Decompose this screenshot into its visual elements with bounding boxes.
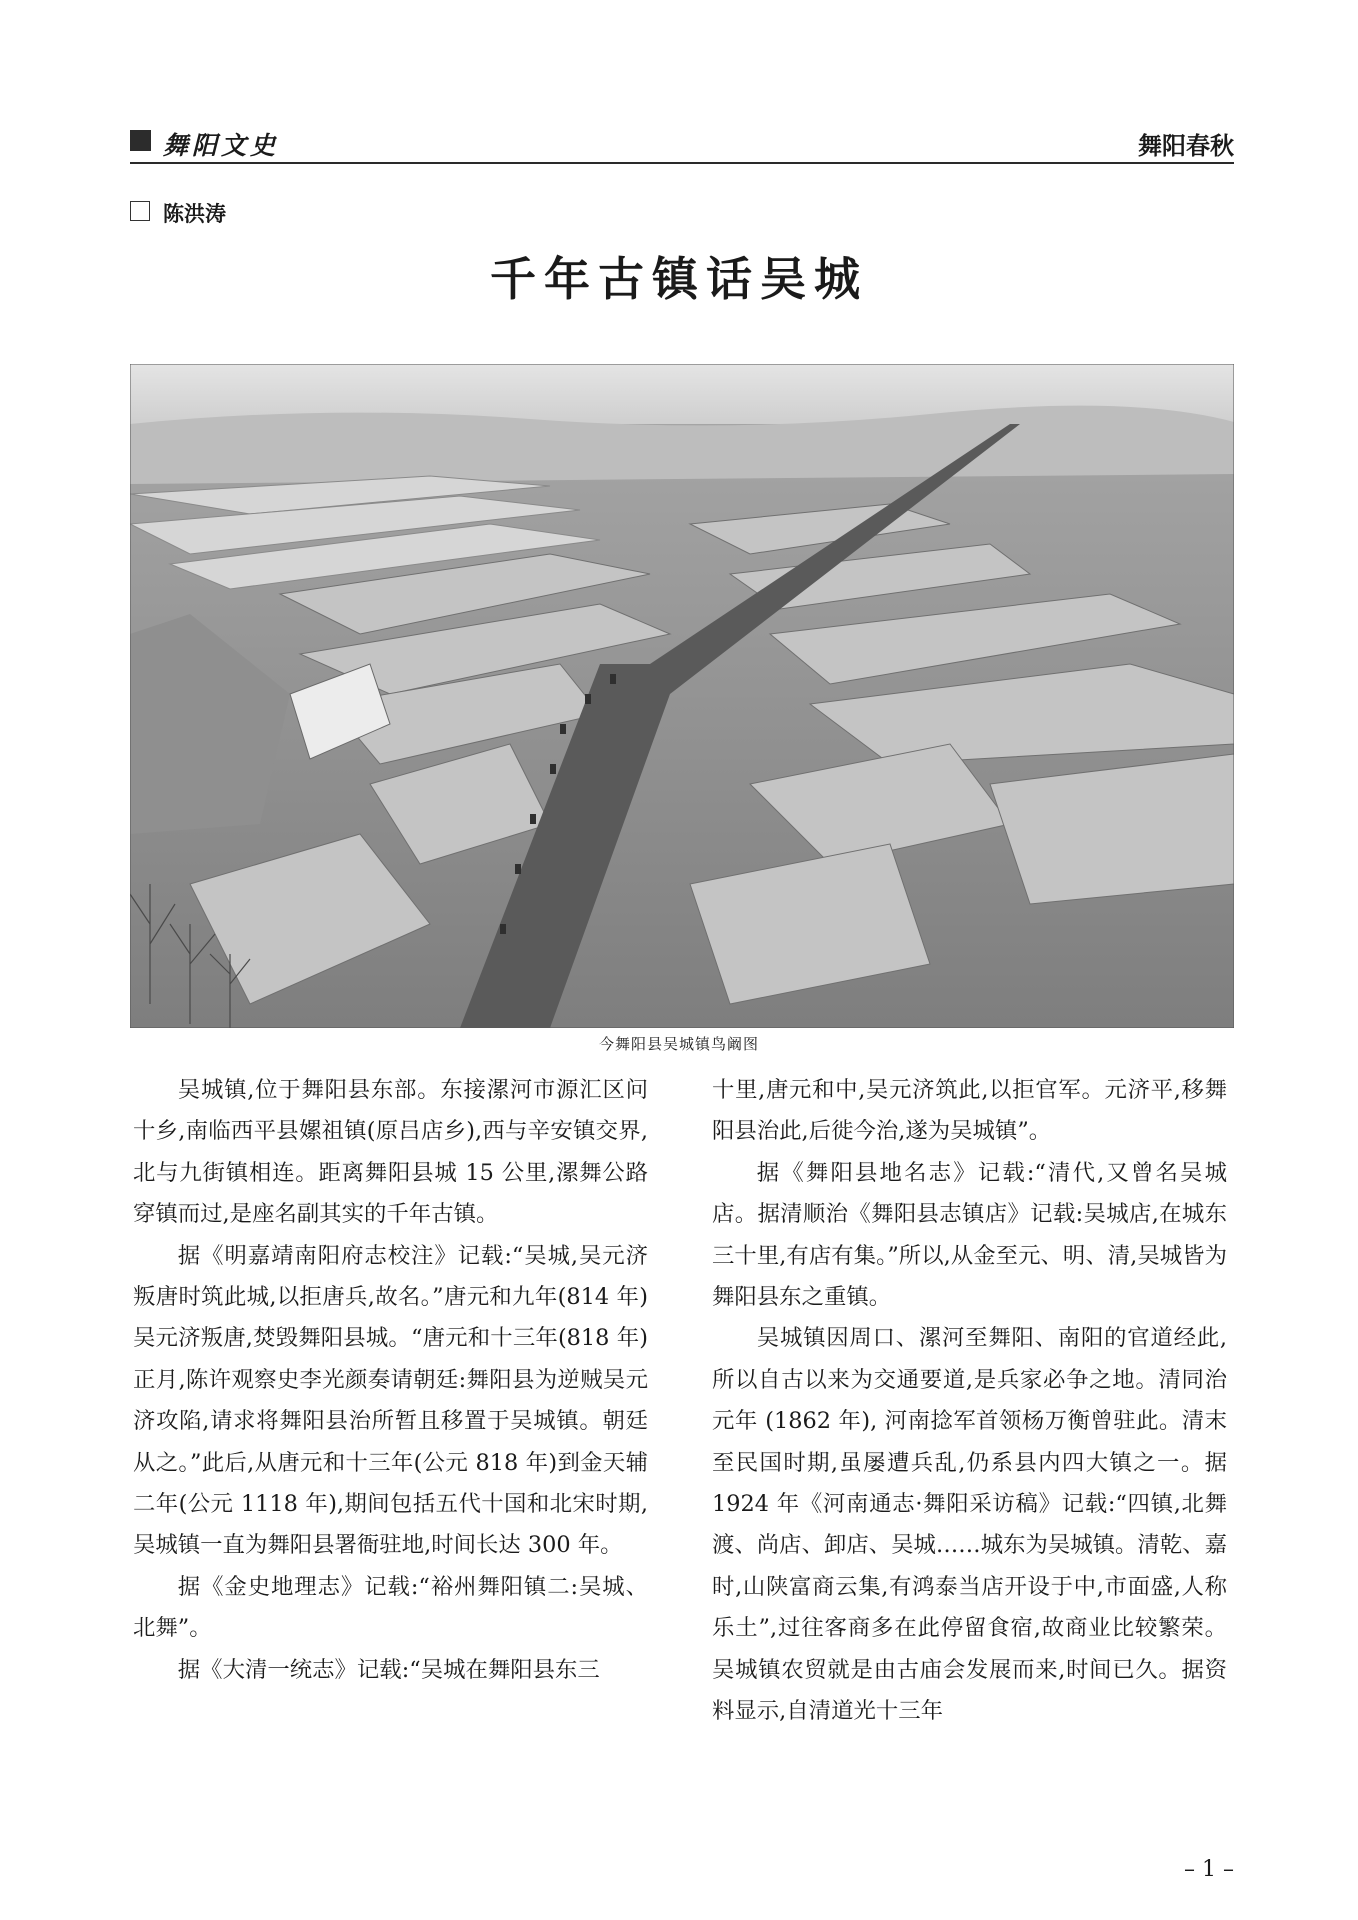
photo-caption: 今舞阳县吴城镇鸟阚图 — [598, 1035, 759, 1053]
header-section-name: 舞阳春秋 — [1138, 132, 1234, 160]
author-box-marker — [130, 201, 150, 221]
paragraph-continued: 十里,唐元和中,吴元济筑此,以拒官军。元济平,移舞阳县治此,后徙今治,遂为吴城镇”。 — [712, 1077, 1227, 1145]
aerial-town-image — [130, 364, 1234, 1028]
paragraph: 据《大清一统志》记载:“吴城在舞阳县东三 — [177, 1656, 600, 1683]
article-title: 千年古镇话吴城 — [490, 252, 868, 306]
aerial-photo — [130, 364, 1234, 1028]
paragraph: 据《明嘉靖南阳府志校注》记载:“吴城,吴元济叛唐时筑此城,以拒唐兵,故名。”唐元和九年(814 年)吴元济叛唐,焚毁舞阳县城。“唐元和十三年(818 年)正月,陈许观察史李光颜奏请朝廷:舞阳县为逆贼吴元济攻陷,请求将舞阳县治所暂且移置于吴城镇。朝廷从之。”此后,从唐元和十三年(公元 818 年)到金天辅二年(公元 1118 年),期间包括五代十国和北宋时期,吴城镇一直为舞阳县署衙驻地,时间长达 300 年。 — [133, 1242, 648, 1559]
paragraph: 吴城镇因周口、漯河至舞阳、南阳的官道经此,所以自古以来为交通要道,是兵家必争之地。清同治元年 (1862 年), 河南捻军首领杨万衡曾驻此。清末至民国时期,虽屡遭兵乱,仍系县内四大镇之一。据 1924 年《河南通志·舞阳采访稿》记载:“四镇,北舞渡、尚店、卸店、吴城……城东为吴城镇。清乾、嘉时,山陕富商云集,有鸿泰当店开设于中,市面盛,人称乐土”,过往客商多在此停留食宿,故商业比较繁荣。吴城镇农贸就是由古庙会发展而来,时间已久。据资料显示,自清道光十三年 — [712, 1325, 1227, 1725]
right-column — [712, 1070, 1227, 1733]
author-name: 陈洪涛 — [163, 202, 226, 226]
paragraph: 据《舞阳县地名志》记载:“清代,又曾名吴城店。据清顺治《舞阳县志镇店》记载:吴城店,在城东三十里,有店有集。”所以,从金至元、明、清,吴城皆为舞阳县东之重镇。 — [712, 1159, 1227, 1311]
header-journal-name: 舞阳文史 — [163, 131, 280, 160]
paragraph: 据《金史地理志》记载:“裕州舞阳镇二:吴城、北舞”。 — [133, 1573, 648, 1642]
header-rule — [130, 162, 1234, 164]
running-header — [130, 126, 1234, 160]
left-column — [133, 1070, 648, 1691]
page-number: – 1 – — [1184, 1857, 1234, 1882]
header-square-marker — [130, 130, 151, 151]
paragraph: 吴城镇,位于舞阳县东部。东接漯河市源汇区问十乡,南临西平县嫘祖镇(原吕店乡),西与辛安镇交界,北与九街镇相连。距离舞阳县城 15 公里,漯舞公路穿镇而过,是座名副其实的千年古镇。 — [133, 1077, 648, 1228]
